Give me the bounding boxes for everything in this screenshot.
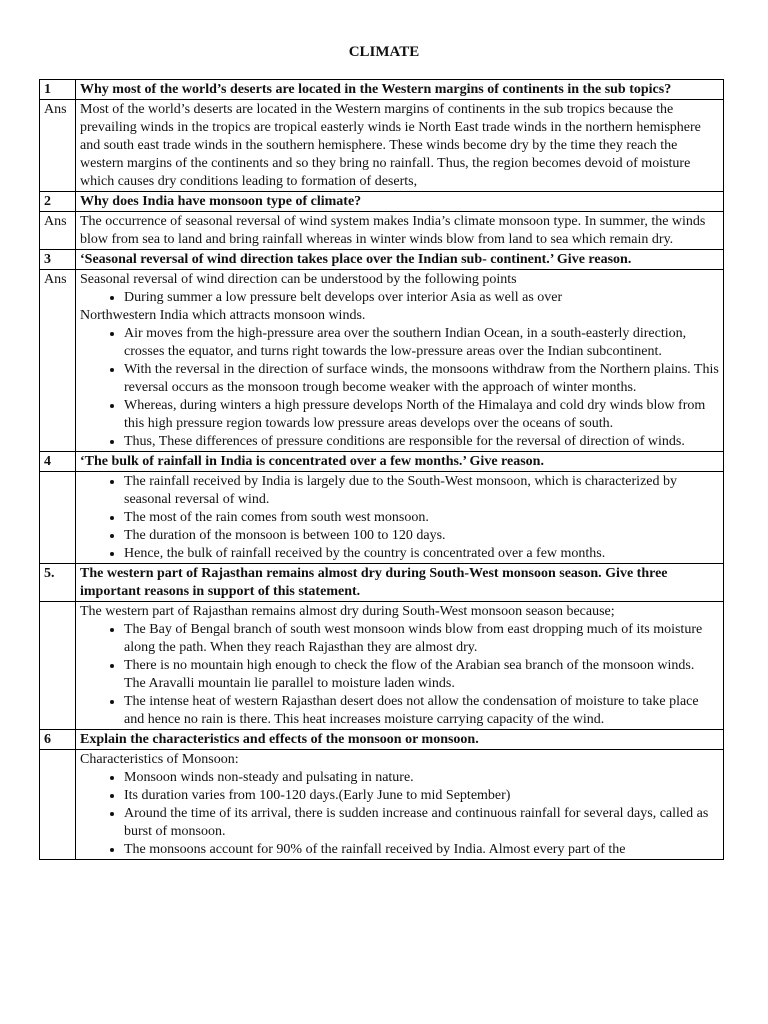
bullet-list [80, 325, 719, 451]
question-row [40, 80, 724, 100]
question-row [40, 730, 724, 750]
answer-paragraph: The occurrence of seasonal reversal of wind system makes India’s climate monsoon type. In summer, the winds blow from sea to land and bring rainfall whereas in winter winds blow from land to sea which remain dry. [80, 214, 706, 247]
question-text: ‘The bulk of rainfall in India is concentrated over a few months.’ Give reason. [76, 452, 724, 472]
answer-row [40, 472, 724, 564]
bullet-item: • Thus, These differences of pressure conditions are responsible for the reversal of direction of winds. [124, 433, 719, 451]
question-text: Why does India have monsoon type of climate? [76, 192, 724, 212]
question-text: Why most of the world’s deserts are located in the Western margins of continents in the sub topics? [76, 80, 724, 100]
question-number: 1 [40, 80, 76, 100]
bullet-item: • There is no mountain high enough to check the flow of the Arabian sea branch of the monsoon winds. The Aravalli mountain lie parallel to moisture laden winds. [124, 657, 719, 693]
answer-continuation: Northwestern India which attracts monsoon winds. [80, 308, 366, 323]
question-number: 4 [40, 452, 76, 472]
answer-text [76, 750, 724, 860]
bullet-item: • Whereas, during winters a high pressure develops North of the Himalaya and cold dry winds blow from this high pressure region towards low pressure areas develops over the oceans of south. [124, 397, 719, 433]
answer-text [76, 472, 724, 564]
bullet-list [80, 289, 719, 307]
bullet-item: • The monsoons account for 90% of the rainfall received by India. Almost every part of the [124, 841, 719, 859]
answer-label: Ans [40, 270, 76, 452]
bullet-item: • With the reversal in the direction of surface winds, the monsoons withdraw from the Northern plains. This reversal occurs as the monsoon trough become weaker with the approach of winter months. [124, 361, 719, 397]
bullet-item: • The most of the rain comes from south west monsoon. [124, 509, 719, 527]
bullet-item: • Monsoon winds non-steady and pulsating in nature. [124, 769, 719, 787]
question-number: 6 [40, 730, 76, 750]
answer-label [40, 750, 76, 860]
answer-row [40, 750, 724, 860]
question-text: The western part of Rajasthan remains almost dry during South-West monsoon season. Give three important reasons in support of this statement. [76, 564, 724, 602]
bullet-item: • The Bay of Bengal branch of south west monsoon winds blow from east dropping much of its moisture along the path. When they reach Rajasthan they are almost dry. [124, 621, 719, 657]
question-number: 5. [40, 564, 76, 602]
question-text: Explain the characteristics and effects of the monsoon or monsoon. [76, 730, 724, 750]
bullet-item: • The intense heat of western Rajasthan desert does not allow the condensation of moisture to take place and hence no rain is there. This heat increases moisture carrying capacity of the wind. [124, 693, 719, 729]
answer-text [76, 270, 724, 452]
answer-intro: Seasonal reversal of wind direction can be understood by the following points [80, 272, 517, 287]
question-row [40, 564, 724, 602]
qa-table [39, 79, 724, 860]
bullet-list [80, 621, 719, 729]
bullet-item: • The rainfall received by India is largely due to the South-West monsoon, which is characterized by seasonal reversal of wind. [124, 473, 719, 509]
question-number: 3 [40, 250, 76, 270]
question-row [40, 452, 724, 472]
answer-text [76, 100, 724, 192]
answer-row [40, 212, 724, 250]
answer-text [76, 212, 724, 250]
page-title: CLIMATE [348, 44, 420, 60]
answer-label: Ans [40, 100, 76, 192]
answer-intro: The western part of Rajasthan remains almost dry during South-West monsoon season because; [80, 604, 615, 619]
bullet-list [80, 473, 719, 563]
answer-row [40, 270, 724, 452]
bullet-item: • Its duration varies from 100-120 days.(Early June to mid September) [124, 787, 719, 805]
answer-label [40, 472, 76, 564]
bullet-item: • The duration of the monsoon is between 100 to 120 days. [124, 527, 719, 545]
answer-text [76, 602, 724, 730]
bullet-item: • During summer a low pressure belt develops over interior Asia as well as over [124, 289, 719, 307]
answer-paragraph: Most of the world’s deserts are located in the Western margins of continents in the sub tropics because the prevailing winds in the tropics are tropical easterly winds ie North East trade winds in the northern hemisphere and south east trade winds in the southern hemisphere. These winds become dry by the time they reach the western margins of the continents and so they bring no rainfall. Thus, the region becomes devoid of moisture which causes dry conditions leading to formation of deserts, [80, 102, 701, 189]
bullet-item: • Around the time of its arrival, there is sudden increase and continuous rainfall for several days, called as burst of monsoon. [124, 805, 719, 841]
question-row [40, 250, 724, 270]
question-row [40, 192, 724, 212]
question-number: 2 [40, 192, 76, 212]
answer-row [40, 100, 724, 192]
answer-label [40, 602, 76, 730]
answer-row [40, 602, 724, 730]
answer-intro: Characteristics of Monsoon: [80, 752, 239, 767]
bullet-item: • Air moves from the high-pressure area over the southern Indian Ocean, in a south-easterly direction, crosses the equator, and turns right towards the low-pressure areas over the Indian subcontinent. [124, 325, 719, 361]
bullet-item: • Hence, the bulk of rainfall received by the country is concentrated over a few months. [124, 545, 719, 563]
question-text: ‘Seasonal reversal of wind direction takes place over the Indian sub- continent.’ Give reason. [76, 250, 724, 270]
answer-label: Ans [40, 212, 76, 250]
bullet-list [80, 769, 719, 859]
